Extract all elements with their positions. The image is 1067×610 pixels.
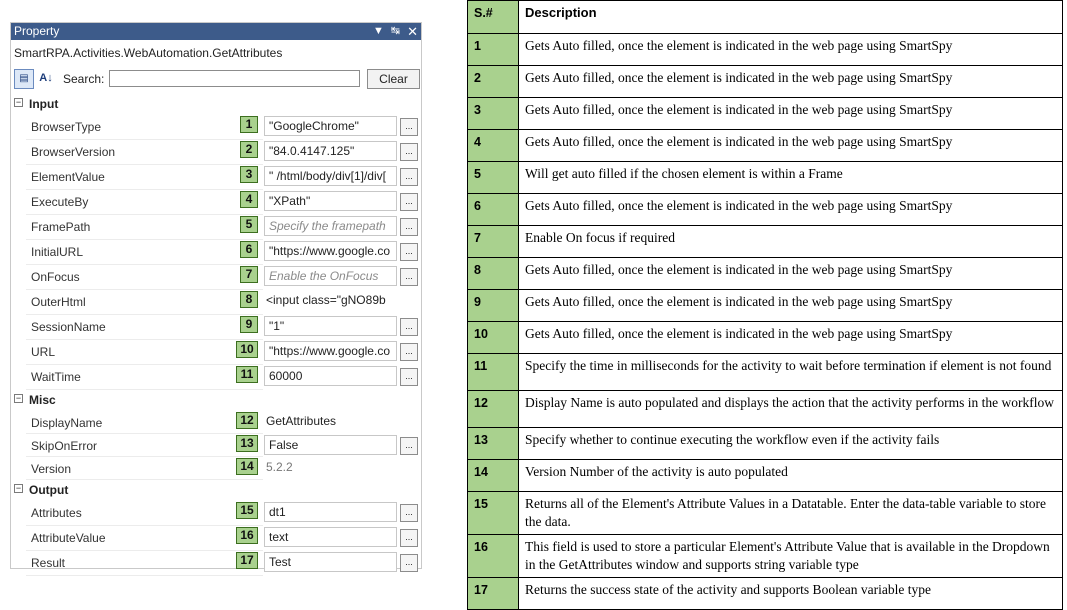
property-value-onfocus[interactable]: Enable the OnFocus: [264, 266, 397, 286]
row-number: 17: [468, 578, 519, 610]
property-name: Result: [31, 556, 66, 570]
property-name: FramePath: [31, 220, 91, 234]
row-number: 9: [468, 290, 519, 322]
property-row-outerhtml[interactable]: [11, 290, 421, 315]
number-badge: 5: [240, 216, 258, 233]
description-table-wrapper: [467, 0, 1063, 602]
row-description: Will get auto filled if the chosen element is within a Frame: [519, 162, 1063, 194]
row-description: Display Name is auto populated and displays the action that the activity performs in the workflow: [519, 391, 1063, 428]
property-value-version: 5.2.2: [264, 458, 397, 478]
table-row: [468, 460, 1063, 492]
table-row: [468, 428, 1063, 460]
category-output[interactable]: − Output: [15, 483, 69, 497]
table-row: [468, 162, 1063, 194]
property-value-attributes[interactable]: dt1: [264, 502, 397, 522]
table-row: [468, 194, 1063, 226]
row-number: 1: [468, 34, 519, 66]
row-number: 10: [468, 322, 519, 354]
dropdown-icon[interactable]: ▼: [372, 25, 384, 37]
ellipsis-button[interactable]: ...: [400, 554, 418, 572]
property-name: AttributeValue: [31, 531, 106, 545]
number-badge: 12: [236, 412, 258, 429]
property-name: BrowserType: [31, 120, 102, 134]
ellipsis-button[interactable]: ...: [400, 437, 418, 455]
property-value-elementvalue[interactable]: " /html/body/div[1]/div[: [264, 166, 397, 186]
row-number: 7: [468, 226, 519, 258]
property-value-result[interactable]: Test: [264, 552, 397, 572]
property-name: SessionName: [31, 320, 106, 334]
property-row-result[interactable]: [11, 551, 421, 576]
ellipsis-button[interactable]: ...: [400, 368, 418, 386]
panel-toolbar: [14, 69, 418, 91]
pin-icon[interactable]: ↹: [390, 25, 401, 37]
row-number: 3: [468, 98, 519, 130]
number-badge: 16: [236, 527, 258, 544]
ellipsis-button[interactable]: ...: [400, 318, 418, 336]
panel-title: Property: [14, 24, 60, 38]
row-description: Gets Auto filled, once the element is indicated in the web page using SmartSpy: [519, 34, 1063, 66]
row-number: 6: [468, 194, 519, 226]
ellipsis-button[interactable]: ...: [400, 218, 418, 236]
table-row: [468, 34, 1063, 66]
property-row-browsertype[interactable]: [11, 115, 421, 140]
header-description: Description: [519, 1, 1063, 34]
property-row-sessionname[interactable]: [11, 315, 421, 340]
property-value-initialurl[interactable]: "https://www.google.co: [264, 241, 397, 261]
table-row: [468, 98, 1063, 130]
close-icon[interactable]: ✕: [407, 24, 418, 39]
description-table: [467, 0, 1063, 610]
category-input[interactable]: − Input: [15, 97, 59, 111]
table-row: [468, 226, 1063, 258]
sort-alphabetical-icon[interactable]: A↓: [39, 72, 53, 84]
row-divider: [26, 575, 263, 576]
number-badge: 10: [236, 341, 258, 358]
ellipsis-button[interactable]: ...: [400, 193, 418, 211]
property-value-displayname: GetAttributes: [264, 412, 397, 432]
property-value-browsertype[interactable]: "GoogleChrome": [264, 116, 397, 136]
row-description: Specify whether to continue executing the workflow even if the activity fails: [519, 428, 1063, 460]
property-value-executeby[interactable]: "XPath": [264, 191, 397, 211]
number-badge: 17: [236, 552, 258, 569]
ellipsis-button[interactable]: ...: [400, 143, 418, 161]
number-badge: 6: [240, 241, 258, 258]
row-number: 12: [468, 391, 519, 428]
number-badge: 11: [236, 366, 258, 383]
number-badge: 1: [240, 116, 258, 133]
activity-name: SmartRPA.Activities.WebAutomation.GetAttributes: [14, 46, 283, 60]
property-value-waittime[interactable]: 60000: [264, 366, 397, 386]
property-name: OnFocus: [31, 270, 80, 284]
table-header-row: [468, 1, 1063, 34]
number-badge: 4: [240, 191, 258, 208]
table-row: [468, 578, 1063, 610]
row-number: 14: [468, 460, 519, 492]
ellipsis-button[interactable]: ...: [400, 118, 418, 136]
table-row: [468, 391, 1063, 428]
row-description: Gets Auto filled, once the element is indicated in the web page using SmartSpy: [519, 322, 1063, 354]
ellipsis-button[interactable]: ...: [400, 268, 418, 286]
table-row: [468, 258, 1063, 290]
header-sn: S.#: [468, 1, 519, 34]
property-name: BrowserVersion: [31, 145, 116, 159]
property-row-framepath[interactable]: [11, 215, 421, 240]
ellipsis-button[interactable]: ...: [400, 243, 418, 261]
row-description: Specify the time in milliseconds for the activity to wait before termination if element is not found: [519, 354, 1063, 391]
number-badge: 7: [240, 266, 258, 283]
search-label: Search:: [63, 72, 105, 86]
collapse-icon[interactable]: −: [15, 97, 22, 107]
property-row-waittime[interactable]: [11, 365, 421, 390]
property-row-browserversion[interactable]: [11, 140, 421, 165]
ellipsis-button[interactable]: ...: [400, 168, 418, 186]
property-value-sessionname[interactable]: "1": [264, 316, 397, 336]
property-row-executeby[interactable]: [11, 190, 421, 215]
clear-button[interactable]: Clear: [367, 69, 420, 89]
ellipsis-button[interactable]: ...: [400, 504, 418, 522]
property-value-url[interactable]: "https://www.google.co: [264, 341, 397, 361]
property-name: WaitTime: [31, 370, 81, 384]
row-number: 13: [468, 428, 519, 460]
row-description: Gets Auto filled, once the element is indicated in the web page using SmartSpy: [519, 66, 1063, 98]
table-row: [468, 322, 1063, 354]
property-value-outerhtml: <input class="gNO89b: [264, 291, 397, 311]
number-badge: 14: [236, 458, 258, 475]
property-row-attributes[interactable]: [11, 501, 421, 526]
property-value-attributevalue[interactable]: text: [264, 527, 397, 547]
property-name: InitialURL: [31, 245, 84, 259]
row-description: Gets Auto filled, once the element is indicated in the web page using SmartSpy: [519, 258, 1063, 290]
table-row: [468, 535, 1063, 578]
table-row: [468, 492, 1063, 535]
row-description: Version Number of the activity is auto populated: [519, 460, 1063, 492]
property-row-version[interactable]: [11, 457, 421, 480]
property-row-elementvalue[interactable]: [11, 165, 421, 190]
collapse-icon[interactable]: −: [15, 483, 22, 493]
row-description: Gets Auto filled, once the element is indicated in the web page using SmartSpy: [519, 194, 1063, 226]
property-name: ElementValue: [31, 170, 105, 184]
table-row: [468, 130, 1063, 162]
property-value-browserversion[interactable]: "84.0.4147.125": [264, 141, 397, 161]
property-row-onfocus[interactable]: [11, 265, 421, 290]
property-grid: [11, 94, 421, 576]
property-row-url[interactable]: [11, 340, 421, 365]
row-description: This field is used to store a particular Element's Attribute Value that is available in the Dropdown in the GetAttributes window and supports string variable type: [519, 535, 1063, 578]
row-number: 4: [468, 130, 519, 162]
row-description: Enable On focus if required: [519, 226, 1063, 258]
category-misc[interactable]: − Misc: [15, 393, 56, 407]
row-description: Gets Auto filled, once the element is indicated in the web page using SmartSpy: [519, 290, 1063, 322]
property-name: ExecuteBy: [31, 195, 89, 209]
table-row: [468, 66, 1063, 98]
row-number: 2: [468, 66, 519, 98]
ellipsis-button[interactable]: ...: [400, 529, 418, 547]
number-badge: 3: [240, 166, 258, 183]
table-row: [468, 354, 1063, 391]
property-row-attributevalue[interactable]: [11, 526, 421, 551]
property-name: Attributes: [31, 506, 82, 520]
row-description: Gets Auto filled, once the element is indicated in the web page using SmartSpy: [519, 98, 1063, 130]
property-name: SkipOnError: [31, 439, 98, 453]
row-number: 5: [468, 162, 519, 194]
collapse-icon[interactable]: −: [15, 393, 22, 403]
property-row-initialurl[interactable]: [11, 240, 421, 265]
search-input[interactable]: [109, 70, 360, 87]
categorized-view-icon[interactable]: ▤: [14, 69, 34, 89]
property-value-skiponerror[interactable]: False: [264, 435, 397, 455]
property-name: URL: [31, 345, 56, 359]
number-badge: 9: [240, 316, 258, 333]
property-row-skiponerror[interactable]: [11, 434, 421, 457]
number-badge: 2: [240, 141, 258, 158]
row-number: 15: [468, 492, 519, 535]
row-number: 11: [468, 354, 519, 391]
number-badge: 13: [236, 435, 258, 452]
property-panel: [10, 22, 422, 569]
row-number: 8: [468, 258, 519, 290]
row-description: Returns all of the Element's Attribute Values in a Datatable. Enter the data-table variable to store the data.: [519, 492, 1063, 535]
property-row-displayname[interactable]: [11, 411, 421, 434]
property-name: Version: [31, 462, 72, 476]
table-row: [468, 290, 1063, 322]
number-badge: 15: [236, 502, 258, 519]
panel-titlebar: [11, 23, 421, 40]
number-badge: 8: [240, 291, 258, 308]
row-description: Returns the success state of the activity and supports Boolean variable type: [519, 578, 1063, 610]
property-name: DisplayName: [31, 416, 103, 430]
row-description: Gets Auto filled, once the element is indicated in the web page using SmartSpy: [519, 130, 1063, 162]
property-value-framepath[interactable]: Specify the framepath: [264, 216, 397, 236]
row-number: 16: [468, 535, 519, 578]
ellipsis-button[interactable]: ...: [400, 343, 418, 361]
property-name: OuterHtml: [31, 295, 86, 309]
